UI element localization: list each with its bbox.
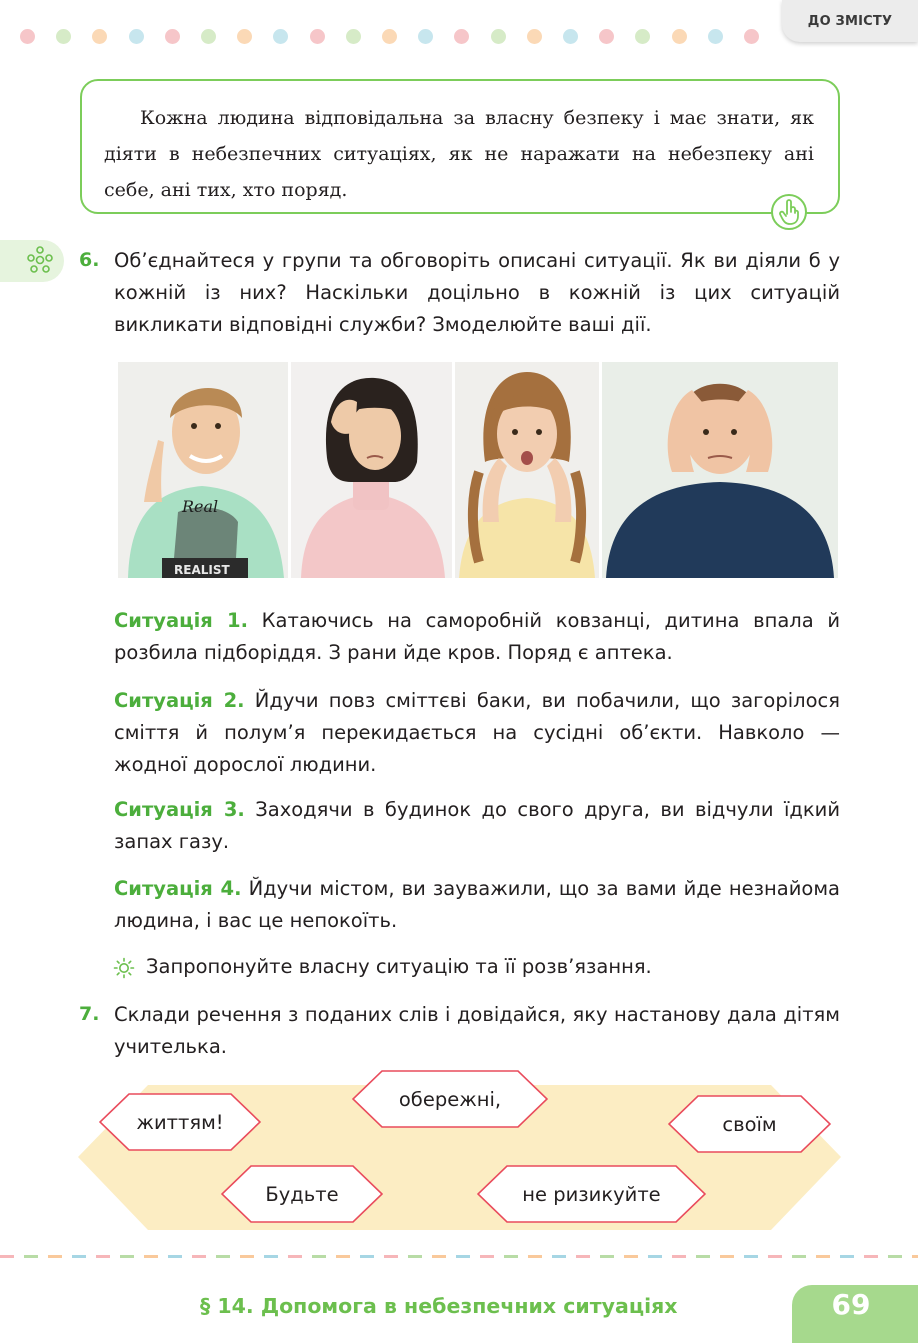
situation-4 (114, 873, 840, 937)
divider-dash (192, 1255, 206, 1258)
shirt-print-text: REALIST (174, 563, 230, 577)
extra-task-text: Запропонуйте власну ситуацію та її розв’язання. (146, 955, 652, 978)
divider-dash (720, 1255, 734, 1258)
divider-dash (672, 1255, 686, 1258)
girl-surprised-photo (455, 362, 599, 578)
divider-dash (504, 1255, 518, 1258)
safety-note-box (80, 79, 840, 214)
sun-icon (113, 957, 135, 979)
table-of-contents-button[interactable]: ДО ЗМІСТУ (782, 0, 918, 42)
divider-dash (336, 1255, 350, 1258)
top-dot (744, 29, 759, 44)
top-dot (454, 29, 469, 44)
task-6-text: Об’єднайтеся у групи та обговоріть описані ситуації. Як ви діяли б у кожній із них? Наскільки доцільно в кожній із цих ситуацій викликати відповідні служби? Змоделюйте ваші дії. (114, 249, 840, 336)
boy-pointing-photo (118, 362, 288, 578)
divider-dash (552, 1255, 566, 1258)
word-card-4-label: Будьте (265, 1182, 339, 1206)
divider-dash (768, 1255, 782, 1258)
top-dot (382, 29, 397, 44)
page-number (792, 1285, 918, 1343)
situation-2-text: Йдучи повз сміттєві баки, ви побачили, що загорілося сміття й полум’я перекидається на сусідні об’єкти. Навколо — жодної дорослої людини. (114, 689, 840, 776)
situation-3-title: Ситуація 3. (114, 798, 245, 821)
divider-dash (648, 1255, 662, 1258)
situation-1-title: Ситуація 1. (114, 609, 249, 632)
word-card-2[interactable] (99, 1093, 261, 1151)
top-dot (708, 29, 723, 44)
top-dot (527, 29, 542, 44)
top-dot (672, 29, 687, 44)
situation-3 (114, 794, 840, 858)
top-dot (491, 29, 506, 44)
top-dot (563, 29, 578, 44)
group-work-icon (20, 241, 60, 281)
divider-dash (816, 1255, 830, 1258)
divider-dash (576, 1255, 590, 1258)
divider-dash (408, 1255, 422, 1258)
divider-dash (144, 1255, 158, 1258)
divider-dash (744, 1255, 758, 1258)
safety-note-text: Кожна людина відповідальна за власну безпеку і має знати, як діяти в небезпечних ситуаціях, як не наражати на небезпеку ані себе, ані тих, хто поряд. (104, 107, 814, 201)
divider-dash (840, 1255, 854, 1258)
situation-1-text: Катаючись на саморобній ковзанці, дитина впала й розбила підборіддя. З рани йде кров. Поряд є аптека. (114, 609, 840, 664)
word-card-5[interactable] (477, 1165, 706, 1223)
situation-2 (114, 685, 840, 781)
top-dot (418, 29, 433, 44)
divider-dash (240, 1255, 254, 1258)
page-number-label: 69 (831, 1288, 871, 1321)
word-card-3[interactable] (668, 1095, 831, 1153)
divider-dash (0, 1255, 14, 1258)
divider-dash (696, 1255, 710, 1258)
divider-dash (600, 1255, 614, 1258)
pointing-hand-icon (771, 194, 807, 230)
divider-dash (48, 1255, 62, 1258)
top-dot (201, 29, 216, 44)
top-dot (20, 29, 35, 44)
divider-dash (288, 1255, 302, 1258)
situation-3-text: Заходячи в будинок до свого друга, ви відчули їдкий запах газу. (114, 798, 841, 853)
footer-dashed-divider (0, 1255, 918, 1259)
situation-4-text: Йдучи містом, ви зауважили, що за вами йде незнайома людина, і вас це непокоїть. (114, 877, 840, 932)
top-dot (56, 29, 71, 44)
task-7-text: Склади речення з поданих слів і довідайся, яку настанову дала дітям учителька. (114, 1003, 840, 1058)
chapter-title: § 14. Допомога в небезпечних ситуаціях (200, 1294, 678, 1318)
divider-dash (624, 1255, 638, 1258)
situation-1 (114, 605, 840, 669)
divider-dash (24, 1255, 38, 1258)
divider-dash (168, 1255, 182, 1258)
word-card-5-label: не ризикуйте (522, 1182, 661, 1206)
boy-holding-head-photo (602, 362, 838, 578)
divider-dash (72, 1255, 86, 1258)
divider-dash (888, 1255, 902, 1258)
top-dot (92, 29, 107, 44)
divider-dash (792, 1255, 806, 1258)
divider-dash (264, 1255, 278, 1258)
top-dot (599, 29, 614, 44)
divider-dash (312, 1255, 326, 1258)
task-7-number: 7. (79, 1003, 100, 1025)
top-dots-decoration (20, 29, 900, 45)
divider-dash (432, 1255, 446, 1258)
divider-dash (864, 1255, 878, 1258)
divider-dash (384, 1255, 398, 1258)
group-work-tab (0, 240, 64, 282)
divider-dash (528, 1255, 542, 1258)
top-dot (165, 29, 180, 44)
top-dot (346, 29, 361, 44)
top-dot (237, 29, 252, 44)
divider-dash (360, 1255, 374, 1258)
top-dot (310, 29, 325, 44)
situation-2-title: Ситуація 2. (114, 689, 245, 712)
divider-dash (912, 1255, 918, 1258)
divider-dash (456, 1255, 470, 1258)
word-card-1[interactable] (352, 1070, 548, 1128)
top-dot (635, 29, 650, 44)
word-card-2-label: життям! (136, 1110, 224, 1134)
task-6-number: 6. (79, 249, 100, 271)
divider-dash (120, 1255, 134, 1258)
divider-dash (96, 1255, 110, 1258)
svg-text:Real: Real (182, 497, 219, 516)
word-card-1-label: обережні, (398, 1087, 502, 1111)
word-card-3-label: своїм (722, 1112, 777, 1136)
divider-dash (216, 1255, 230, 1258)
divider-dash (480, 1255, 494, 1258)
girl-headache-photo (291, 362, 452, 578)
top-dot (129, 29, 144, 44)
top-dot (273, 29, 288, 44)
word-card-4[interactable] (221, 1165, 383, 1223)
situation-4-title: Ситуація 4. (114, 877, 242, 900)
